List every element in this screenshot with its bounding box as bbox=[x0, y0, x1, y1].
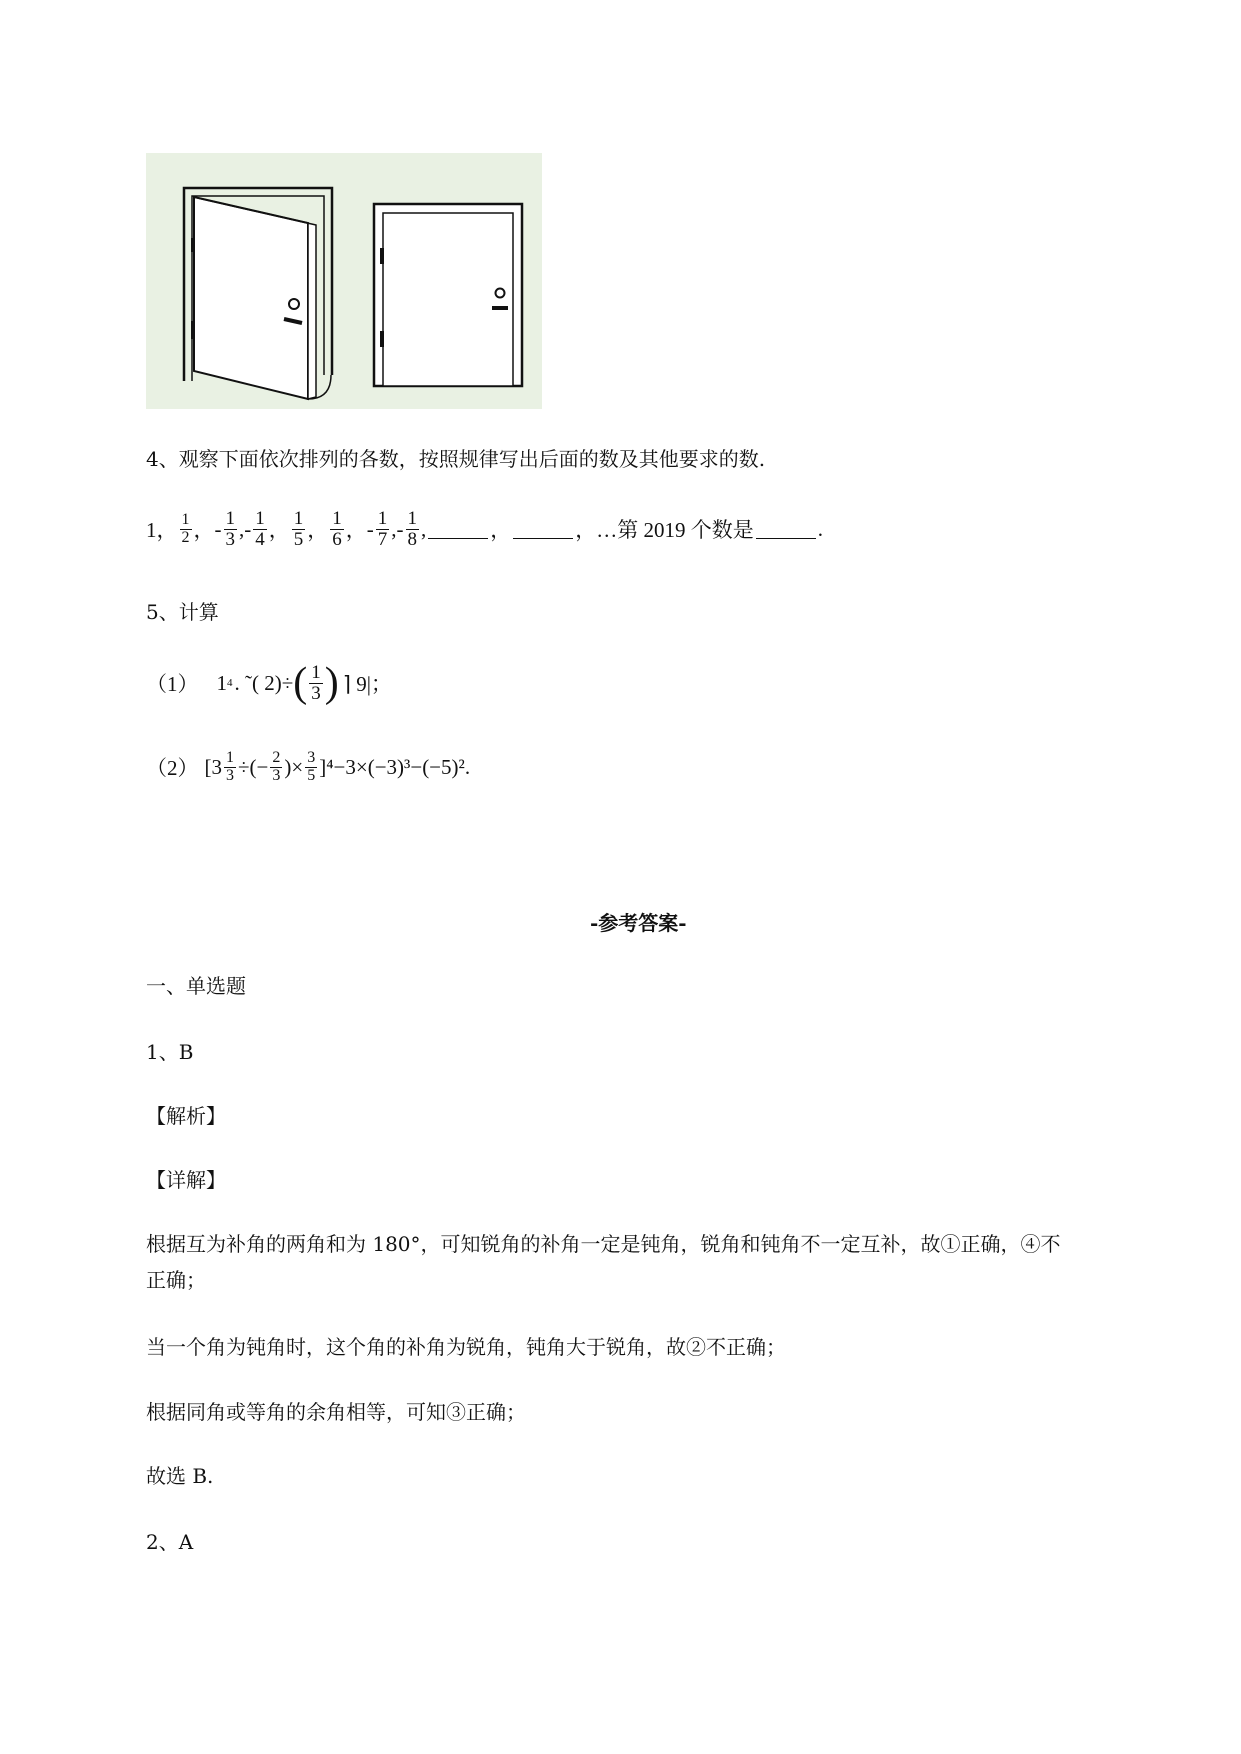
analysis-label: 【解析】 bbox=[146, 1104, 226, 1128]
p2-frac-3-5: $\frac{3}{5}$ bbox=[307, 749, 316, 784]
detail-label: 【详解】 bbox=[146, 1168, 226, 1192]
explanation-line-1b: 正确； bbox=[146, 1268, 206, 1292]
p2-frac-2-3: $\frac{2}{3}$ bbox=[272, 749, 281, 784]
seq-frac-1-5: $\frac{1}{5}$ bbox=[293, 508, 304, 550]
answers-header: -参考答案- bbox=[590, 911, 687, 935]
p1-label: （1） bbox=[146, 672, 199, 696]
answer-blank-2[interactable] bbox=[513, 520, 573, 539]
q4-sequence: 1， $\frac{1}{2}$ ， - $\frac{1}{3}$ , - $\frac{1}{4}$ ， $\frac{1}{5}$ ， $\frac{1}{6}$ ， - $\frac{1}{7}$ , - $\frac{1}{8}$ , ， ， …第 2019 个数是 . bbox=[146, 508, 823, 550]
doors-illustration bbox=[146, 153, 542, 409]
answer-blank-1[interactable] bbox=[428, 520, 488, 539]
doors-figure bbox=[146, 153, 542, 409]
seq-frac-1-2: $\frac{1}{2}$ bbox=[181, 511, 190, 546]
seq-frac-1-8: $\frac{1}{8}$ bbox=[407, 508, 417, 550]
seq-frac-1-4: $\frac{1}{4}$ bbox=[255, 508, 265, 550]
explanation-line-3: 根据同角或等角的余角相等，可知③正确； bbox=[146, 1400, 526, 1424]
explanation-line-2: 当一个角为钝角时，这个角的补角为锐角，钝角大于锐角，故②不正确； bbox=[146, 1335, 786, 1359]
q4-title: 4、观察下面依次排列的各数，按照规律写出后面的数及其他要求的数. bbox=[146, 447, 766, 471]
seq-frac-1-6: $\frac{1}{6}$ bbox=[332, 508, 342, 550]
section-title: 一、单选题 bbox=[146, 974, 246, 998]
seq-tail: …第 2019 个数是 bbox=[596, 518, 754, 543]
seq-frac-1-7: $\frac{1}{7}$ bbox=[377, 508, 388, 550]
answer-blank-3[interactable] bbox=[756, 520, 816, 539]
p2-label: （2） bbox=[146, 756, 199, 781]
explanation-line-4: 故选 B. bbox=[146, 1464, 214, 1488]
p1-frac: $\frac{1}{3}$ bbox=[311, 661, 321, 704]
p2-mixed-frac: $\frac{1}{3}$ bbox=[226, 749, 234, 784]
q5-part1: （1） 1 4 . ˜( 2)÷ ( $\frac{1}{3}$ ) ⌉ 9|； bbox=[146, 660, 392, 706]
q5-part2: （2） [3 $\frac{1}{3}$ ÷(− $\frac{2}{3}$ )× $\frac{3}{5}$ ]⁴−3×(−3)³−(−5)². bbox=[146, 749, 471, 784]
q5-title: 5、计算 bbox=[146, 600, 219, 624]
seq-first: 1， bbox=[146, 518, 178, 543]
seq-frac-1-3: $\frac{1}{3}$ bbox=[225, 508, 235, 550]
answer-2: 2、A bbox=[146, 1530, 194, 1554]
explanation-line-1: 根据互为补角的两角和为 180°，可知锐角的补角一定是钝角，锐角和钝角不一定互补，故①正确，④不 bbox=[146, 1232, 1061, 1256]
answer-1: 1、B bbox=[146, 1040, 194, 1064]
